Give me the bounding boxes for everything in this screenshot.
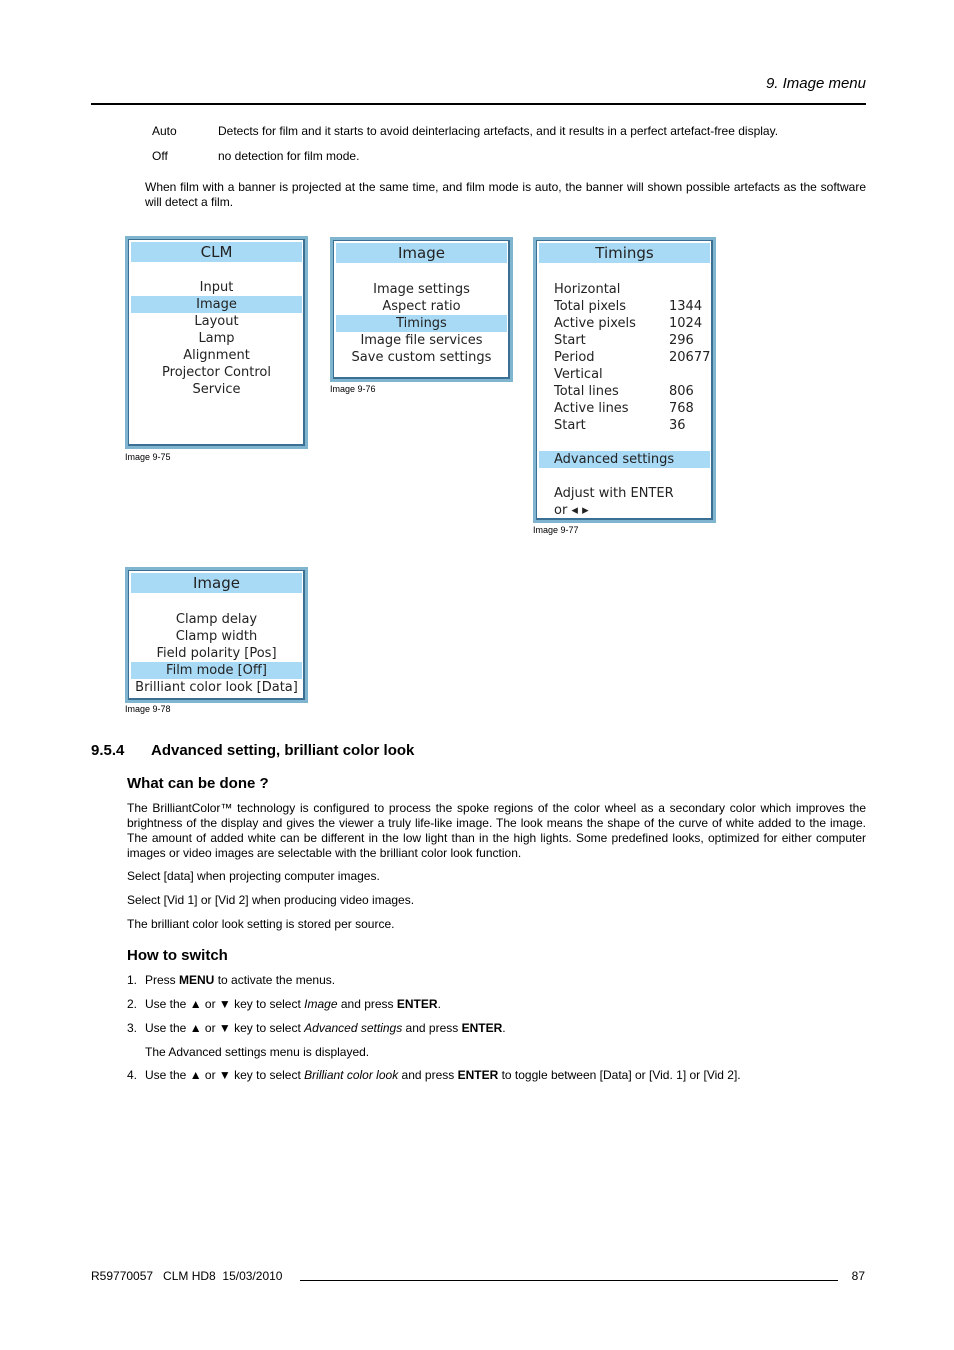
step-number: 1.	[127, 973, 138, 987]
menu-ref: Brilliant color look	[304, 1068, 399, 1082]
key-name: ENTER	[396, 997, 438, 1011]
timing-value: 1344	[669, 299, 703, 314]
how-heading: How to switch	[127, 947, 228, 964]
adjust-hint	[539, 485, 710, 502]
step-4	[127, 1068, 741, 1082]
timing-label: Start	[554, 333, 586, 348]
page-number: 87	[851, 1269, 865, 1283]
timing-label: Total lines	[554, 384, 619, 399]
menu-item-image-file-services[interactable]: Image file services	[360, 333, 483, 348]
section-heading	[91, 742, 414, 759]
what-paragraph: The BrilliantColor™ technology is configured to process the spoke regions of the color wheel as a secondary color which improves the brightness of the display and gives the viewer a truly life-like image. The look means the shape of the curve of white added to the image. The amount of added white can be different in the low light than in the high lights. Some predefined looks, optimized for either computer images or video images are selectable with the brilliant color look function.	[127, 801, 866, 860]
step-number: 4.	[127, 1068, 138, 1082]
menu-item-clamp-delay[interactable]: Clamp delay	[175, 612, 258, 627]
step-text: Use the ▲ or ▼ key to select	[145, 1068, 305, 1082]
menu-title: CLM	[131, 242, 302, 262]
menu-item-image-settings[interactable]: Image settings	[373, 282, 470, 297]
step-2	[127, 997, 441, 1011]
image-caption: Image 9-76	[330, 384, 376, 394]
step-text: .	[437, 997, 441, 1011]
film-option-off-desc: no detection for film mode.	[218, 149, 360, 163]
timing-row	[539, 417, 710, 434]
timing-row	[539, 383, 710, 400]
key-name: MENU	[179, 973, 215, 987]
step-text: to activate the menus.	[214, 973, 336, 987]
menu-item-aspect-ratio[interactable]: Aspect ratio	[382, 299, 461, 314]
arrow-hint	[539, 502, 710, 519]
timings-menu	[533, 237, 716, 523]
banner-note: When film with a banner is projected at the same time, and film mode is auto, the banner will shown possible artefacts as the software will detect a film.	[145, 180, 866, 209]
menu-title: Timings	[539, 243, 710, 263]
film-option-auto-term: Auto	[152, 124, 177, 138]
menu-item-advanced-settings[interactable]	[539, 451, 710, 468]
select-data-text: Select [data] when projecting computer images.	[127, 869, 380, 883]
step-number: 2.	[127, 997, 138, 1011]
timing-label: Start	[554, 418, 586, 433]
menu-item-label: Advanced settings	[554, 452, 675, 467]
menu-item-lamp[interactable]: Lamp	[198, 331, 235, 346]
timing-row	[539, 400, 710, 417]
menu-item-service[interactable]: Service	[192, 382, 241, 397]
header-divider	[91, 103, 866, 105]
menu-ref: Advanced settings	[304, 1021, 403, 1035]
timing-label: Vertical	[554, 367, 603, 382]
timing-value: 806	[669, 384, 694, 399]
what-heading: What can be done ?	[127, 775, 269, 792]
select-vid-text: Select [Vid 1] or [Vid 2] when producing video images.	[127, 893, 415, 907]
stored-text: The brilliant color look setting is stored per source.	[127, 917, 395, 931]
timing-label: Active pixels	[554, 316, 636, 331]
menu-item-save-custom-settings[interactable]: Save custom settings	[351, 350, 492, 365]
menu-ref: Image	[304, 997, 338, 1011]
step-3-note: The Advanced settings menu is displayed.	[145, 1045, 370, 1059]
step-text: and press	[398, 1068, 458, 1082]
image-caption: Image 9-75	[125, 452, 171, 462]
timing-row	[539, 298, 710, 315]
menu-title: Image	[336, 243, 507, 263]
image-caption: Image 9-77	[533, 525, 579, 535]
menu-item-brilliant-color-look[interactable]: Brilliant color look [Data]	[135, 680, 298, 695]
section-title: Advanced setting, brilliant color look	[151, 742, 415, 759]
step-3	[127, 1021, 506, 1035]
timing-label: Horizontal	[554, 282, 621, 297]
menu-item-film-mode[interactable]: Film mode [Off]	[131, 662, 302, 679]
footer-doc-id: R59770057 CLM HD8 15/03/2010	[91, 1269, 283, 1283]
timing-value: 1024	[669, 316, 703, 331]
key-name: ENTER	[457, 1068, 499, 1082]
advanced-image-menu	[125, 567, 308, 703]
timing-label: Total pixels	[554, 299, 627, 314]
clm-menu	[125, 236, 308, 449]
step-text: Press	[145, 973, 180, 987]
menu-item-projector-control[interactable]: Projector Control	[162, 365, 271, 380]
menu-item-image[interactable]: Image	[131, 296, 302, 313]
menu-item-input[interactable]: Input	[199, 280, 234, 295]
menu-title: Image	[131, 573, 302, 593]
timing-row	[539, 315, 710, 332]
timing-row	[539, 349, 710, 366]
timing-label: Period	[554, 350, 595, 365]
section-number: 9.5.4	[91, 742, 125, 759]
step-text: Use the ▲ or ▼ key to select	[145, 997, 305, 1011]
timing-value: 296	[669, 333, 694, 348]
image-caption: Image 9-78	[125, 704, 171, 714]
key-name: ENTER	[461, 1021, 503, 1035]
menu-item-timings[interactable]: Timings	[336, 315, 507, 332]
step-text: .	[502, 1021, 506, 1035]
step-text: and press	[337, 997, 397, 1011]
film-option-auto-desc: Detects for film and it starts to avoid deinterlacing artefacts, and it results in a perfect artefact-free display.	[218, 124, 779, 138]
step-text: Use the ▲ or ▼ key to select	[145, 1021, 305, 1035]
footer-divider	[300, 1280, 838, 1281]
step-1	[127, 973, 335, 987]
timing-value: 36	[669, 418, 686, 433]
menu-item-clamp-width[interactable]: Clamp width	[175, 629, 258, 644]
menu-item-layout[interactable]: Layout	[194, 314, 239, 329]
step-number: 3.	[127, 1021, 138, 1035]
timing-value: 20677	[669, 350, 711, 365]
timing-row	[539, 332, 710, 349]
timing-row	[539, 366, 710, 383]
hint-text: Adjust with ENTER	[554, 486, 674, 501]
menu-item-field-polarity[interactable]: Field polarity [Pos]	[156, 646, 277, 661]
hint-text: or ◂ ▸	[554, 503, 589, 518]
menu-item-alignment[interactable]: Alignment	[183, 348, 250, 363]
chapter-title: 9. Image menu	[765, 75, 866, 92]
timing-value: 768	[669, 401, 694, 416]
timing-label: Active lines	[554, 401, 629, 416]
image-menu	[330, 237, 513, 382]
step-text: to toggle between [Data] or [Vid. 1] or [Vid 2].	[498, 1068, 741, 1082]
film-option-off-term: Off	[152, 149, 168, 163]
timing-row	[539, 281, 710, 298]
step-text: and press	[402, 1021, 462, 1035]
